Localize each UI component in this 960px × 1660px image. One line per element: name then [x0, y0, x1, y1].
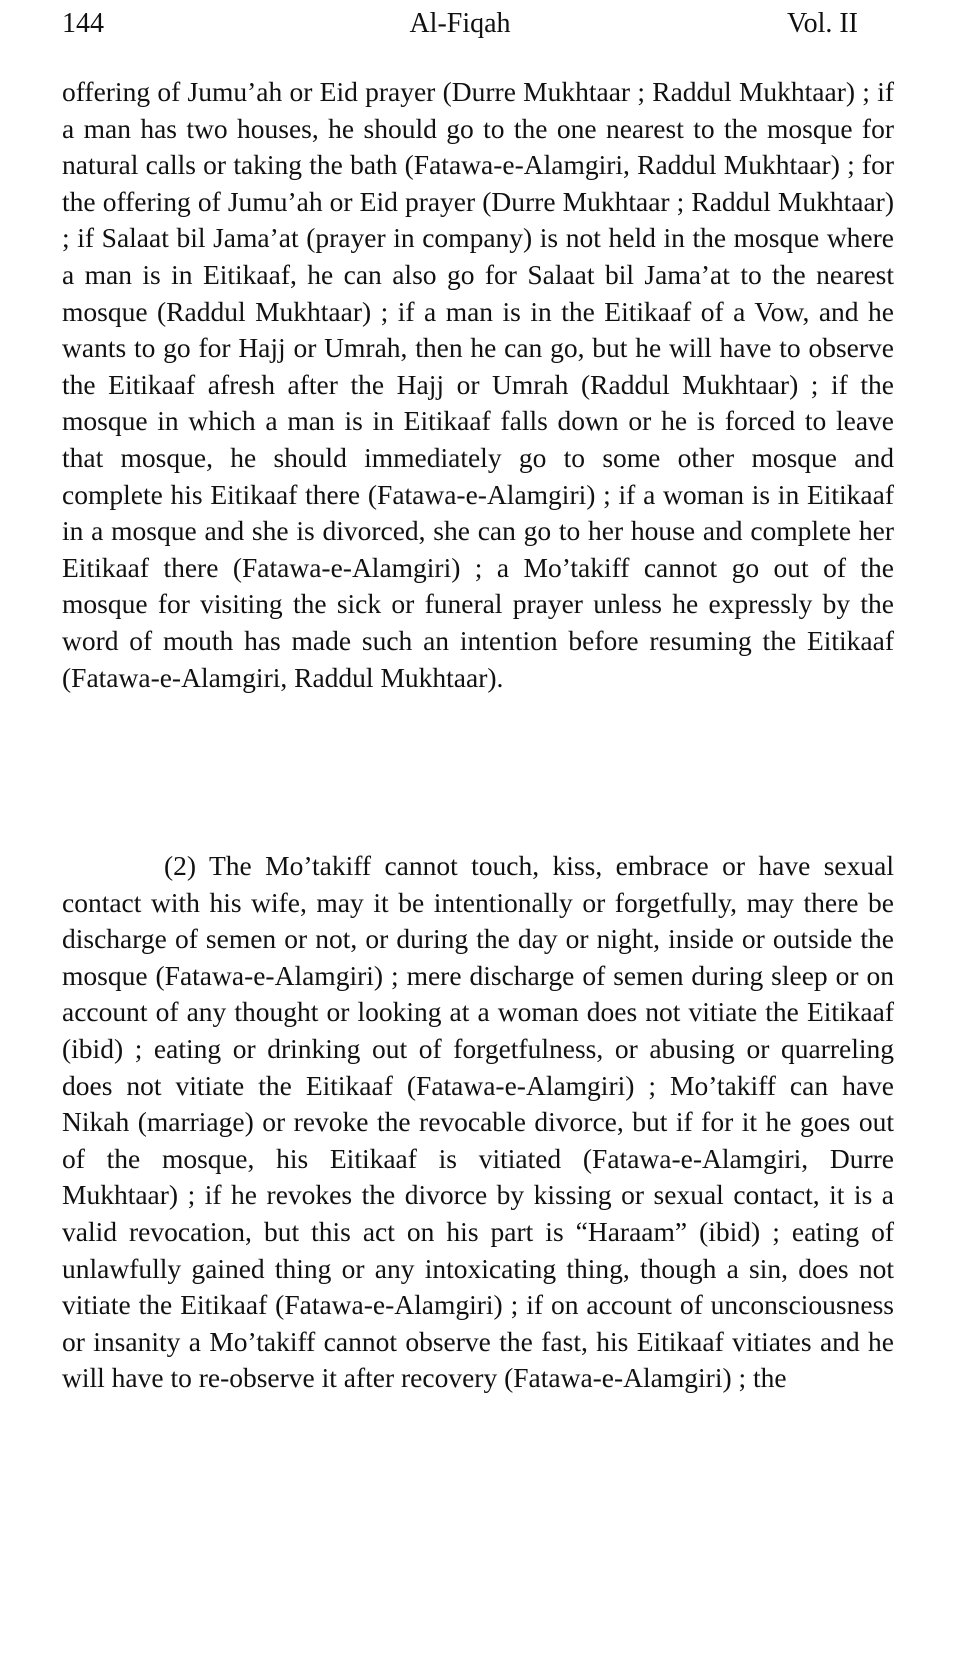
- paragraph-text: offering of Jumu’ah or Eid prayer (Durre Mukhtaar ; Raddul Mukhtaar) ; if a man has two houses, he should go to the one nearest to the mosque for natural calls or taking the bath (Fatawa-e-Alamgiri, Raddul Mukhtaar) ; for the offering of Jumu’ah or Eid prayer (Durre Mukhtaar ; Raddul Mukhtaar) ; if Salaat bil Jama’at (prayer in company) is not held in the mosque where a man is in Eitikaaf, he can also go for Salaat bil Jama’at to the nearest mosque (Raddul Mukhtaar) ; if a man is in the Eitikaaf of a Vow, and he wants to go for Hajj or Umrah, then he can go, but he will have to observe the Eitikaaf afresh after the Hajj or Umrah (Raddul Mukhtaar) ; if the mosque in which a man is in Eitikaaf falls down or he is forced to leave that mosque, he should immediately go to some other mosque and complete his Eitikaaf there (Fatawa-e-Alamgiri) ; if a woman is in Eitikaaf in a mosque and she is divorced, she can go to her house and complete her Eitikaaf there (Fatawa-e-Alamgiri) ; a Mo’takiff cannot go out of the mosque for visiting the sick or funeral prayer unless he expressly by the word of mouth has made such an intention before resuming the Eitikaaf (Fatawa-e-Alamgiri, Raddul Mukhtaar).: [62, 76, 894, 693]
- page-number: 144: [62, 8, 104, 39]
- book-title: Al-Fiqah: [409, 8, 511, 39]
- paragraph-text: (2) The Mo’takiff cannot touch, kiss, embrace or have sexual contact with his wife, may it be intentionally or forgetfully, may there be discharge of semen or not, or during the day or night, inside or outside the mosque (Fatawa-e-Alamgiri) ; mere discharge of semen during sleep or on account of any thought or looking at a woman does not vitiate the Eitikaaf (ibid) ; eating or drinking out of forgetfulness, or abusing or quarreling does not vitiate the Eitikaaf (Fatawa-e-Alamgiri) ; Mo’takiff can have Nikah (marriage) or revoke the revocable divorce, but if for it he goes out of the mosque, his Eitikaaf is vitiated (Fatawa-e-Alamgiri, Durre Mukhtaar) ; if he revokes the divorce by kissing or sexual contact, it is a valid revocation, but this act on his part is “Haraam” (ibid) ; eating of unlawfully gained thing or any intoxicating thing, though a sin, does not vitiate the Eitikaaf (Fatawa-e-Alamgiri) ; if on account of unconsciousness or insanity a Mo’takiff cannot observe the fast, his Eitikaaf vitiates and he will have to re-observe it after recovery (Fatawa-e-Alamgiri) ; the: [62, 850, 894, 1394]
- paragraph-2: [62, 848, 894, 1397]
- paragraph-continued: [62, 74, 894, 696]
- volume-label: Vol. II: [786, 8, 858, 39]
- running-header: [62, 4, 858, 44]
